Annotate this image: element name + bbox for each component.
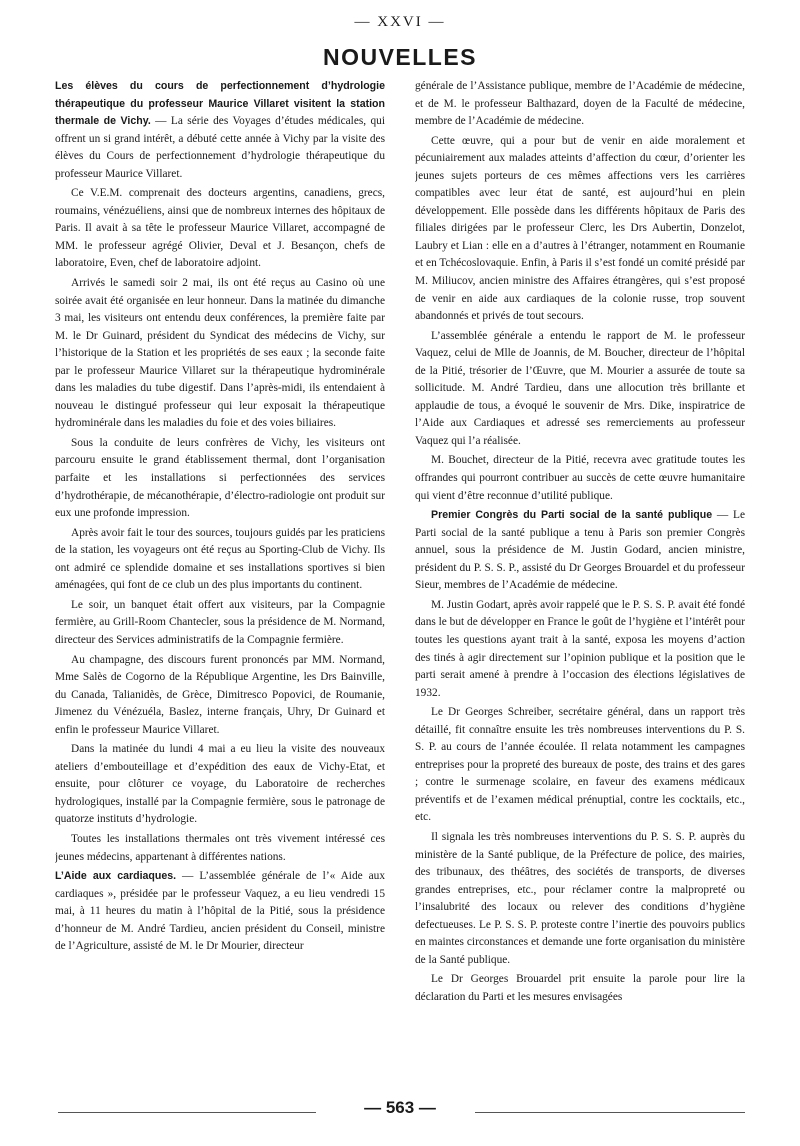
cardiac-aid-paragraph-3: L’assemblée générale a entendu le rapport de M. le professeur Vaquez, celui de Mlle de Joannis, de M. Boucher, directeur de l’hôpital de la Pitié, trésorier de l’Œuvre, que M. Mourier a assurée de toute sa sollicitude. M. André Tardieu, dans une allocution très brillante et applaudie de tous, a évoqué le souvenir de Mrs. Dike, inspiratrice de l’Aide aux Cardiaques et adressé ses remerciements au professeur Vaquez qui l’a réalisée. <box>415 329 745 447</box>
right-column <box>415 78 745 1094</box>
vichy-paragraph-9: Toutes les installations thermales ont très vivement intéressé ces jeunes médecins, appartenant à différentes nations. <box>55 832 385 863</box>
vichy-paragraph-3: Arrivés le samedi soir 2 mai, ils ont été reçus au Casino où une soirée avait été organisée en leur honneur. Dans la matinée du dimanche 3 mai, les visiteurs ont entendu deux conférences, la première faite par M. le Dr Guinard, président du Syndicat des médecins de Vichy, sur l’historique de la Station et les propriétés de ses eaux ; la seconde faite par le professeur Maurice Villaret sur la thérapeutique hydrominérale dans les maladies du tube digestif. Dans l’après-midi, ils entendaient à nouveau le distingué professeur qui leur exposait la thérapeutique hydrominérale dans les maladies du foie et des voies biliaires. <box>55 277 385 430</box>
article-columns <box>55 78 745 1094</box>
congress-paragraph-4: Il signala les très nombreuses interventions du P. S. S. P. auprès du ministère de la Santé publique, de la Préfecture de police, des mairies, des tribunaux, des théâtres, des sociétés de transports, de diverses grandes entreprises, etc., pour réclamer contre la malpropreté ou l’insalubrité des locaux ou relever des conditions d’hygiène defectueuses. Le P. S. S. P. proteste contre l’inertie des pouvoirs publics en maintes circonstances et demande une forte organisation du ministère de la Santé publique. <box>415 830 745 966</box>
vichy-article-intro-text: — La série des Voyages d’études médicales, qui offrent un si grand intérêt, a débuté cette année à Vichy par la visite des élèves du Cours de perfectionnement d’hydrologie thérapeutique du professeur Maurice Villaret. <box>55 115 385 180</box>
cardiac-aid-article <box>55 868 385 956</box>
vichy-paragraph-4: Sous la conduite de leurs confrères de Vichy, les visiteurs ont parcouru ensuite le grand établissement thermal, dont l’organisation parfaite et les installations si perfectionnées des services d’hydrothérapie, de mécanothérapie, d’électro-radiologie ont produit sur eux une profonde impression. <box>55 436 385 520</box>
page-number: — 563 — <box>364 1098 436 1117</box>
page-roman-numeral: — XXVI — <box>354 14 446 30</box>
vichy-paragraph-2: Ce V.E.M. comprenait des docteurs argentins, canadiens, grecs, roumains, vénézuéliens, ainsi que de nombreux internes des hôpitaux de Paris. Il avait à sa tête le professeur Maurice Villaret, accompagné de MM. le professeur agrégé Olivier, Deval et J. Besançon, chefs de laboratoire, Even, chef de laboratoire adjoint. <box>55 187 385 270</box>
cardiac-aid-paragraph-2: Cette œuvre, qui a pour but de venir en aide moralement et pécuniairement aux malades atteints d’affection du cœur, d’orienter les jeunes sujets porteurs de ces mêmes affections vers les carrières compatibles avec leur état de santé, est aujourd’hui en plein développement. Elle possède dans les différents hôpitaux de Paris des filiales dirigées par le professeur Clerc, les Drs Aubertin, Donzelot, Laubry et Lian : elle en a d’autres à l’étranger, notamment en Roumanie et en Tchécoslovaquie. Enfin, à Paris il s’est fondé un comité présidé par M. Miliucov, ancien ministre des Affaires étrangères, qui s’est proposé de venir en aide aux cardiaques de la colonie russe, trop souvent abandonnés et privés de tout secours. <box>415 134 745 323</box>
vichy-paragraph-7: Au champagne, des discours furent prononcés par MM. Normand, Mme Salès de Cogorno de la République Argentine, les Drs Bainville, du Canada, Talianidès, de Grèce, Dimitresco Popovici, de Roumanie, Jimenez du Vénézuéla, Baslez, interne français, Uhry, Dr Guinard et enfin le professeur Maurice Villaret. <box>55 653 385 736</box>
congress-paragraph-3: Le Dr Georges Schreiber, secrétaire général, dans un rapport très détaillé, fit connaître ensuite les très nombreuses interventions du P. S. S. P. au cours de l’année écoulée. Il relata notamment les campagnes entreprises pour la propreté des bureaux de poste, des trains et des gares ; contre le surmenage scolaire, en faveur des examens médicaux préventifs et de l’examen médical prénuptial, contre les cocktails, etc., etc. <box>415 706 745 824</box>
vichy-article-headline: Les élèves du cours de perfectionnement d’hydrologie thérapeutique du professeur Maurice Villaret visitent la station thermale de Vichy. <box>55 80 385 128</box>
congress-article <box>415 507 745 595</box>
cardiac-aid-headline: L’Aide aux cardiaques. <box>55 870 177 883</box>
left-column <box>55 78 385 1094</box>
cardiac-aid-continued: générale de l’Assistance publique, membre de l’Académie de médecine, et de M. le professeur Balthazard, doyen de la Faculté de médecine, membre de l’Académie de médecine. <box>415 80 745 128</box>
cardiac-aid-text: — L’assemblée générale de l’« Aide aux cardiaques », présidée par le professeur Vaquez, a eu lieu vendredi 15 mai, à 11 heures du matin à l’hôpital de la Pitié, sous la présidence d’honneur de M. André Tardieu, ancien président du Conseil, ministre de l’Agriculture, assisté de M. le Dr Mourier, directeur <box>55 870 385 953</box>
congress-intro-text: — Le Parti social de la santé publique a tenu à Paris son premier Congrès annuel, sous la présidence de M. Justin Godard, ancien ministre, président du P. S. S. P., assisté du Dr Georges Brouardel et du professeur Sieur, membres de l’Académie de médecine. <box>415 509 745 592</box>
vichy-paragraph-5: Après avoir fait le tour des sources, toujours guidés par les praticiens de la station, les voyageurs ont été reçus au Sporting-Club de Vichy. Ils ont admiré ce splendide domaine et ses installations sportives si bien aménagées, qui font de ce club un des plus importants du continent. <box>55 526 385 592</box>
congress-paragraph-5: Le Dr Georges Brouardel prit ensuite la parole pour lire la déclaration du Parti et les mesures envisagées <box>415 973 745 1003</box>
congress-headline: Premier Congrès du Parti social de la santé publique <box>431 509 713 522</box>
vichy-article-intro <box>55 78 385 183</box>
vichy-paragraph-8: Dans la matinée du lundi 4 mai a eu lieu la visite des nouveaux ateliers d’embouteillage et d’expédition des eaux de Vichy-Etat, et ensuite, pour clôturer ce voyage, du Laboratoire de recherches hydrologiques, installé par la Compagnie fermière, sous le patronage de quatorze instituts d’hydrologie. <box>55 743 385 826</box>
section-title: NOUVELLES <box>322 44 478 70</box>
cardiac-aid-paragraph-4: M. Bouchet, directeur de la Pitié, recevra avec gratitude toutes les offrandes qui pourront contribuer au succès de cette œuvre humanitaire qui vient d’être reconnue d’utilité publique. <box>415 454 745 502</box>
congress-paragraph-2: M. Justin Godart, après avoir rappelé que le P. S. S. P. avait été fondé dans le but de développer en France le goût de l’hygiène et l’intérêt pour toutes les questions ayant trait à la santé, exposa les moyens d’action des tinés à agir directement sur l’opinion publique et la position que le parti serait amené à prendre à l’occasion des élections législatives de 1932. <box>415 598 745 699</box>
vichy-paragraph-6: Le soir, un banquet était offert aux visiteurs, par la Compagnie fermière, au Grill-Room Chantecler, sous la présidence de M. Normand, directeur des Services administratifs de la Compagnie fermière. <box>55 598 385 646</box>
